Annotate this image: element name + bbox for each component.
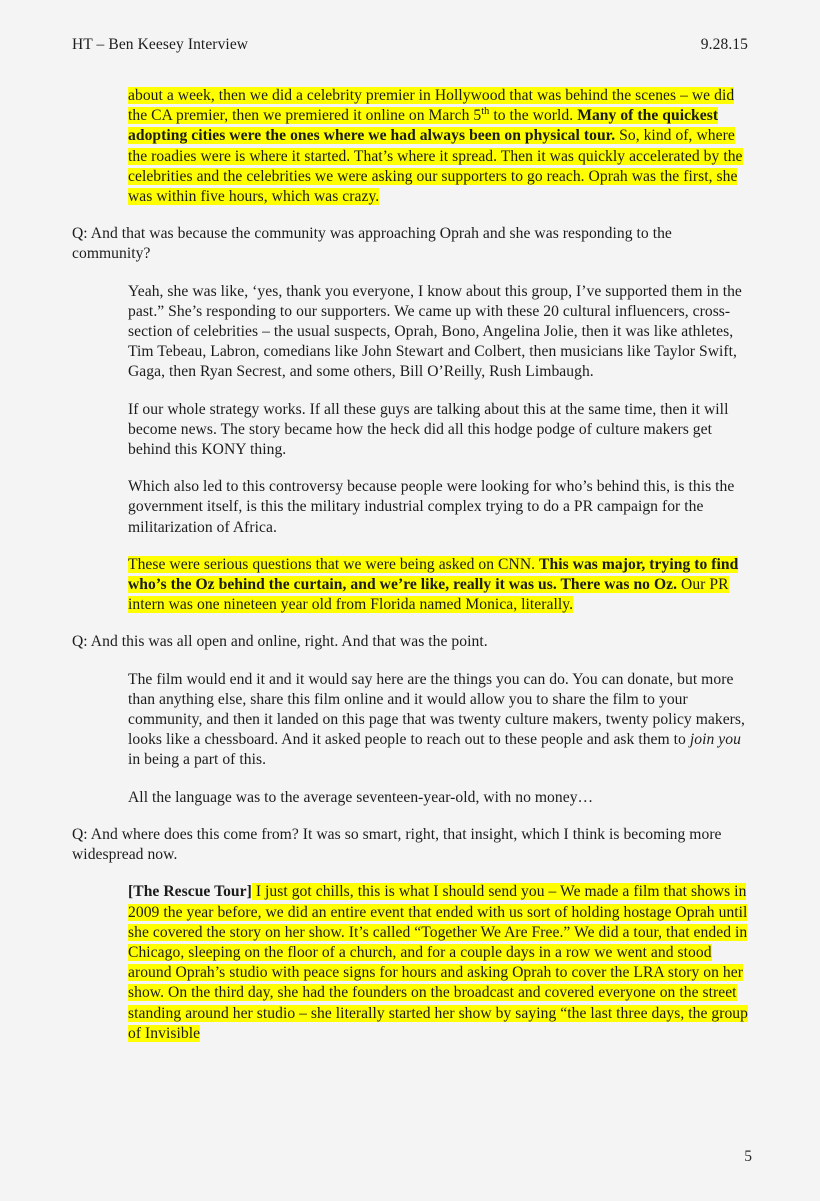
paragraph-3: Yeah, she was like, ‘yes, thank you everyone, I know about this group, I’ve supported them in the past.” She’s responding to our supporters. We came up with these 20 cultural influencers, cross-section of celebrities – the usual suspects, Oprah, Bono, Angelina Jolie, then it was like athletes, Tim Tebeau, Labron, comedians like John Stewart and Colbert, then musicians like Taylor Swift, Gaga, then Ryan Secrest, and some others, Bill O’Reilly, Rush Limbaugh. [128,282,742,381]
paragraph-1 [128,86,748,207]
paragraph-4: If our whole strategy works. If all these guys are talking about this at the same time, then it will become news. The story became how the heck did all this hodge podge of culture makers get behind this KONY thing. [128,400,729,459]
paragraph-6-segment-3: Our PR intern was one nineteen year old from Florida named Monica, literally. [128,576,729,614]
paragraph-9: All the language was to the average seventeen-year-old, with no money… [128,788,594,806]
header-title: HT – Ben Keesey Interview [72,36,249,53]
page-number: 5 [744,1148,752,1165]
paragraph-1-segment-2: to the world. [489,107,578,125]
paragraph-11-label: [The Rescue Tour] [128,883,252,901]
paragraph-10-question: Q: And where does this come from? It was so smart, right, that insight, which I think is becoming more widespread now. [72,825,722,864]
document-body [72,86,748,1061]
paragraph-5: Which also led to this controversy because people were looking for who’s behind this, is this the government itself, is this the military industrial complex trying to do a PR campaign for the militarization of Africa. [128,478,735,536]
paragraph-1-bold-segment: Many of the quickest adopting cities were the ones where we had always been on physical tour. [128,107,719,145]
running-header [72,36,748,54]
paragraph-2-question: Q: And that was because the community was approaching Oprah and she was responding to the community? [72,225,672,263]
paragraph-1-segment-4: So, kind of, where the roadies were is where it started. That’s where it spread. Then it was quickly accelerated by the celebrities and the celebrities we were asking our supporters to go reach. Oprah was the first, she was within five hours, which was crazy. [128,127,743,206]
header-date: 9.28.15 [700,36,748,53]
paragraph-7-question: Q: And this was all open and online, right. And that was the point. [72,633,488,651]
paragraph-11 [128,882,748,1044]
paragraph-8-segment-3: in being a part of this. [128,751,267,769]
paragraph-6 [128,555,748,616]
paragraph-6-bold-segment: This was major, trying to find who’s the Oz behind the curtain, and we’re like, really it was us. There was no Oz. [128,555,739,594]
paragraph-1-segment-1: about a week, then we did a celebrity premier in Hollywood that was behind the scenes – we did the CA premier, then we premiered it online on March 5 [128,87,735,125]
paragraph-1-superscript: th [481,106,490,118]
paragraph-8-segment-1: The film would end it and it would say here are the things you can do. You can donate, but more than anything else, share this film online and it would allow you to share the film to your community, and then it landed on this page that was twenty culture makers, twenty policy makers, looks like a chessboard. And it asked people to reach out to these people and ask them to [128,670,745,749]
paragraph-8-italic-segment: join you [689,731,741,749]
paragraph-11-highlighted-text: I just got chills, this is what I should send you – We made a film that shows in 2009 the year before, we did an entire event that ended with us sort of holding hostage Oprah until she covered the story on her show. It’s called “Together We Are Free.” We did a tour, that ended in Chicago, sleeping on the floor of a church, and for a couple days in a row we went and stood around Oprah’s studio with peace signs for hours and asking Oprah to cover the LRA story on her show. On the third day, she had the founders on the broadcast and covered everyone on the street standing around her studio – she literally started her show by saying “the last three days, the group of Invisible [128,883,748,1042]
paragraph-8 [128,670,748,771]
paragraph-6-segment-1: These were serious questions that we were being asked on CNN. [128,555,540,573]
